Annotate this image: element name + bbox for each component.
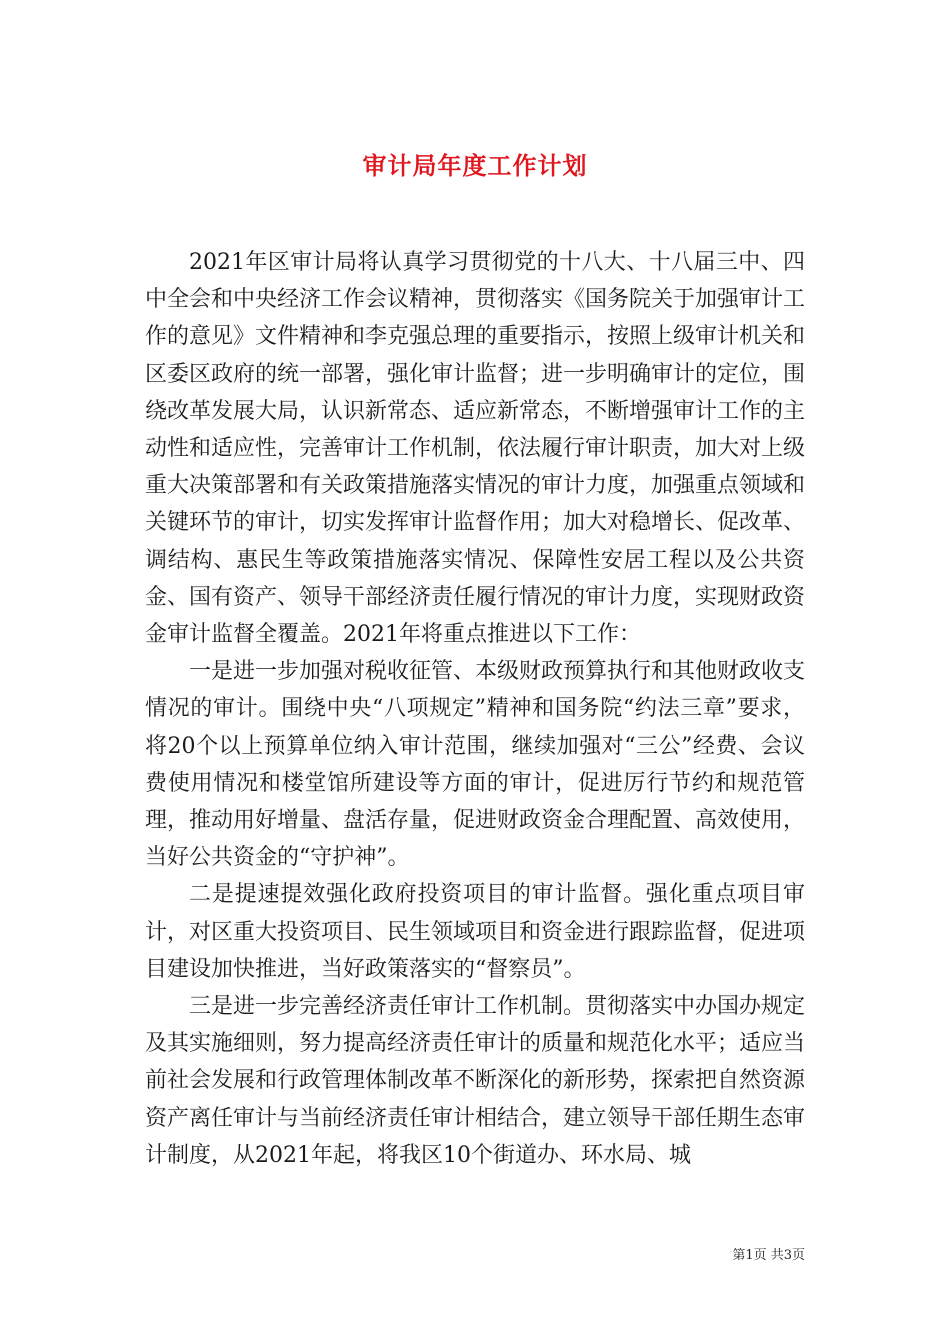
paragraph-intro: 2021年区审计局将认真学习贯彻党的十八大、十八届三中、四中全会和中央经济工作会议精神，贯彻落实《国务院关于加强审计工作的意见》文件精神和李克强总理的重要指示，按照上级审计机关和区委区政府的统一部署，强化审计监督；进一步明确审计的定位，围绕改革发展大局，认识新常态、适应新常态，不断增强审计工作的主动性和适应性，完善审计工作机制，依法履行审计职责，加大对上级重大决策部署和有关政策措施落实情况的审计力度，加强重点领域和关键环节的审计，切实发挥审计监督作用；加大对稳增长、促改革、调结构、惠民生等政策措施落实情况、保障性安居工程以及公共资金、国有资产、领导干部经济责任履行情况的审计力度，实现财政资金审计监督全覆盖。2021年将重点推进以下工作： [145,250,806,648]
page-number-footer: 第1页 共3页 [732,1248,805,1263]
paragraph-item-3: 三是进一步完善经济责任审计工作机制。贯彻落实中办国办规定及其实施细则，努力提高经济责任审计的质量和规范化水平；适应当前社会发展和行政管理体制改革不断深化的新形势，探索把自然资源资产离任审计与当前经济责任审计相结合，建立领导干部任期生态审计制度，从2021年起，将我区10个街道办、环水局、城 [145,994,806,1168]
document-title: 审计局年度工作计划 [362,151,588,181]
paragraph-item-1: 一是进一步加强对税收征管、本级财政预算执行和其他财政收支情况的审计。围绕中央“八项规定”精神和国务院“约法三章”要求，将20个以上预算单位纳入审计范围，继续加强对“三公”经费、会议费使用情况和楼堂馆所建设等方面的审计，促进厉行节约和规范管理，推动用好增量、盘活存量，促进财政资金合理配置、高效使用，当好公共资金的“守护神”。 [145,659,806,871]
document-body [145,244,805,1174]
paragraph-item-2: 二是提速提效强化政府投资项目的审计监督。强化重点项目审计，对区重大投资项目、民生领域项目和资金进行跟踪监督，促进项目建设加快推进，当好政策落实的“督察员”。 [145,882,806,982]
